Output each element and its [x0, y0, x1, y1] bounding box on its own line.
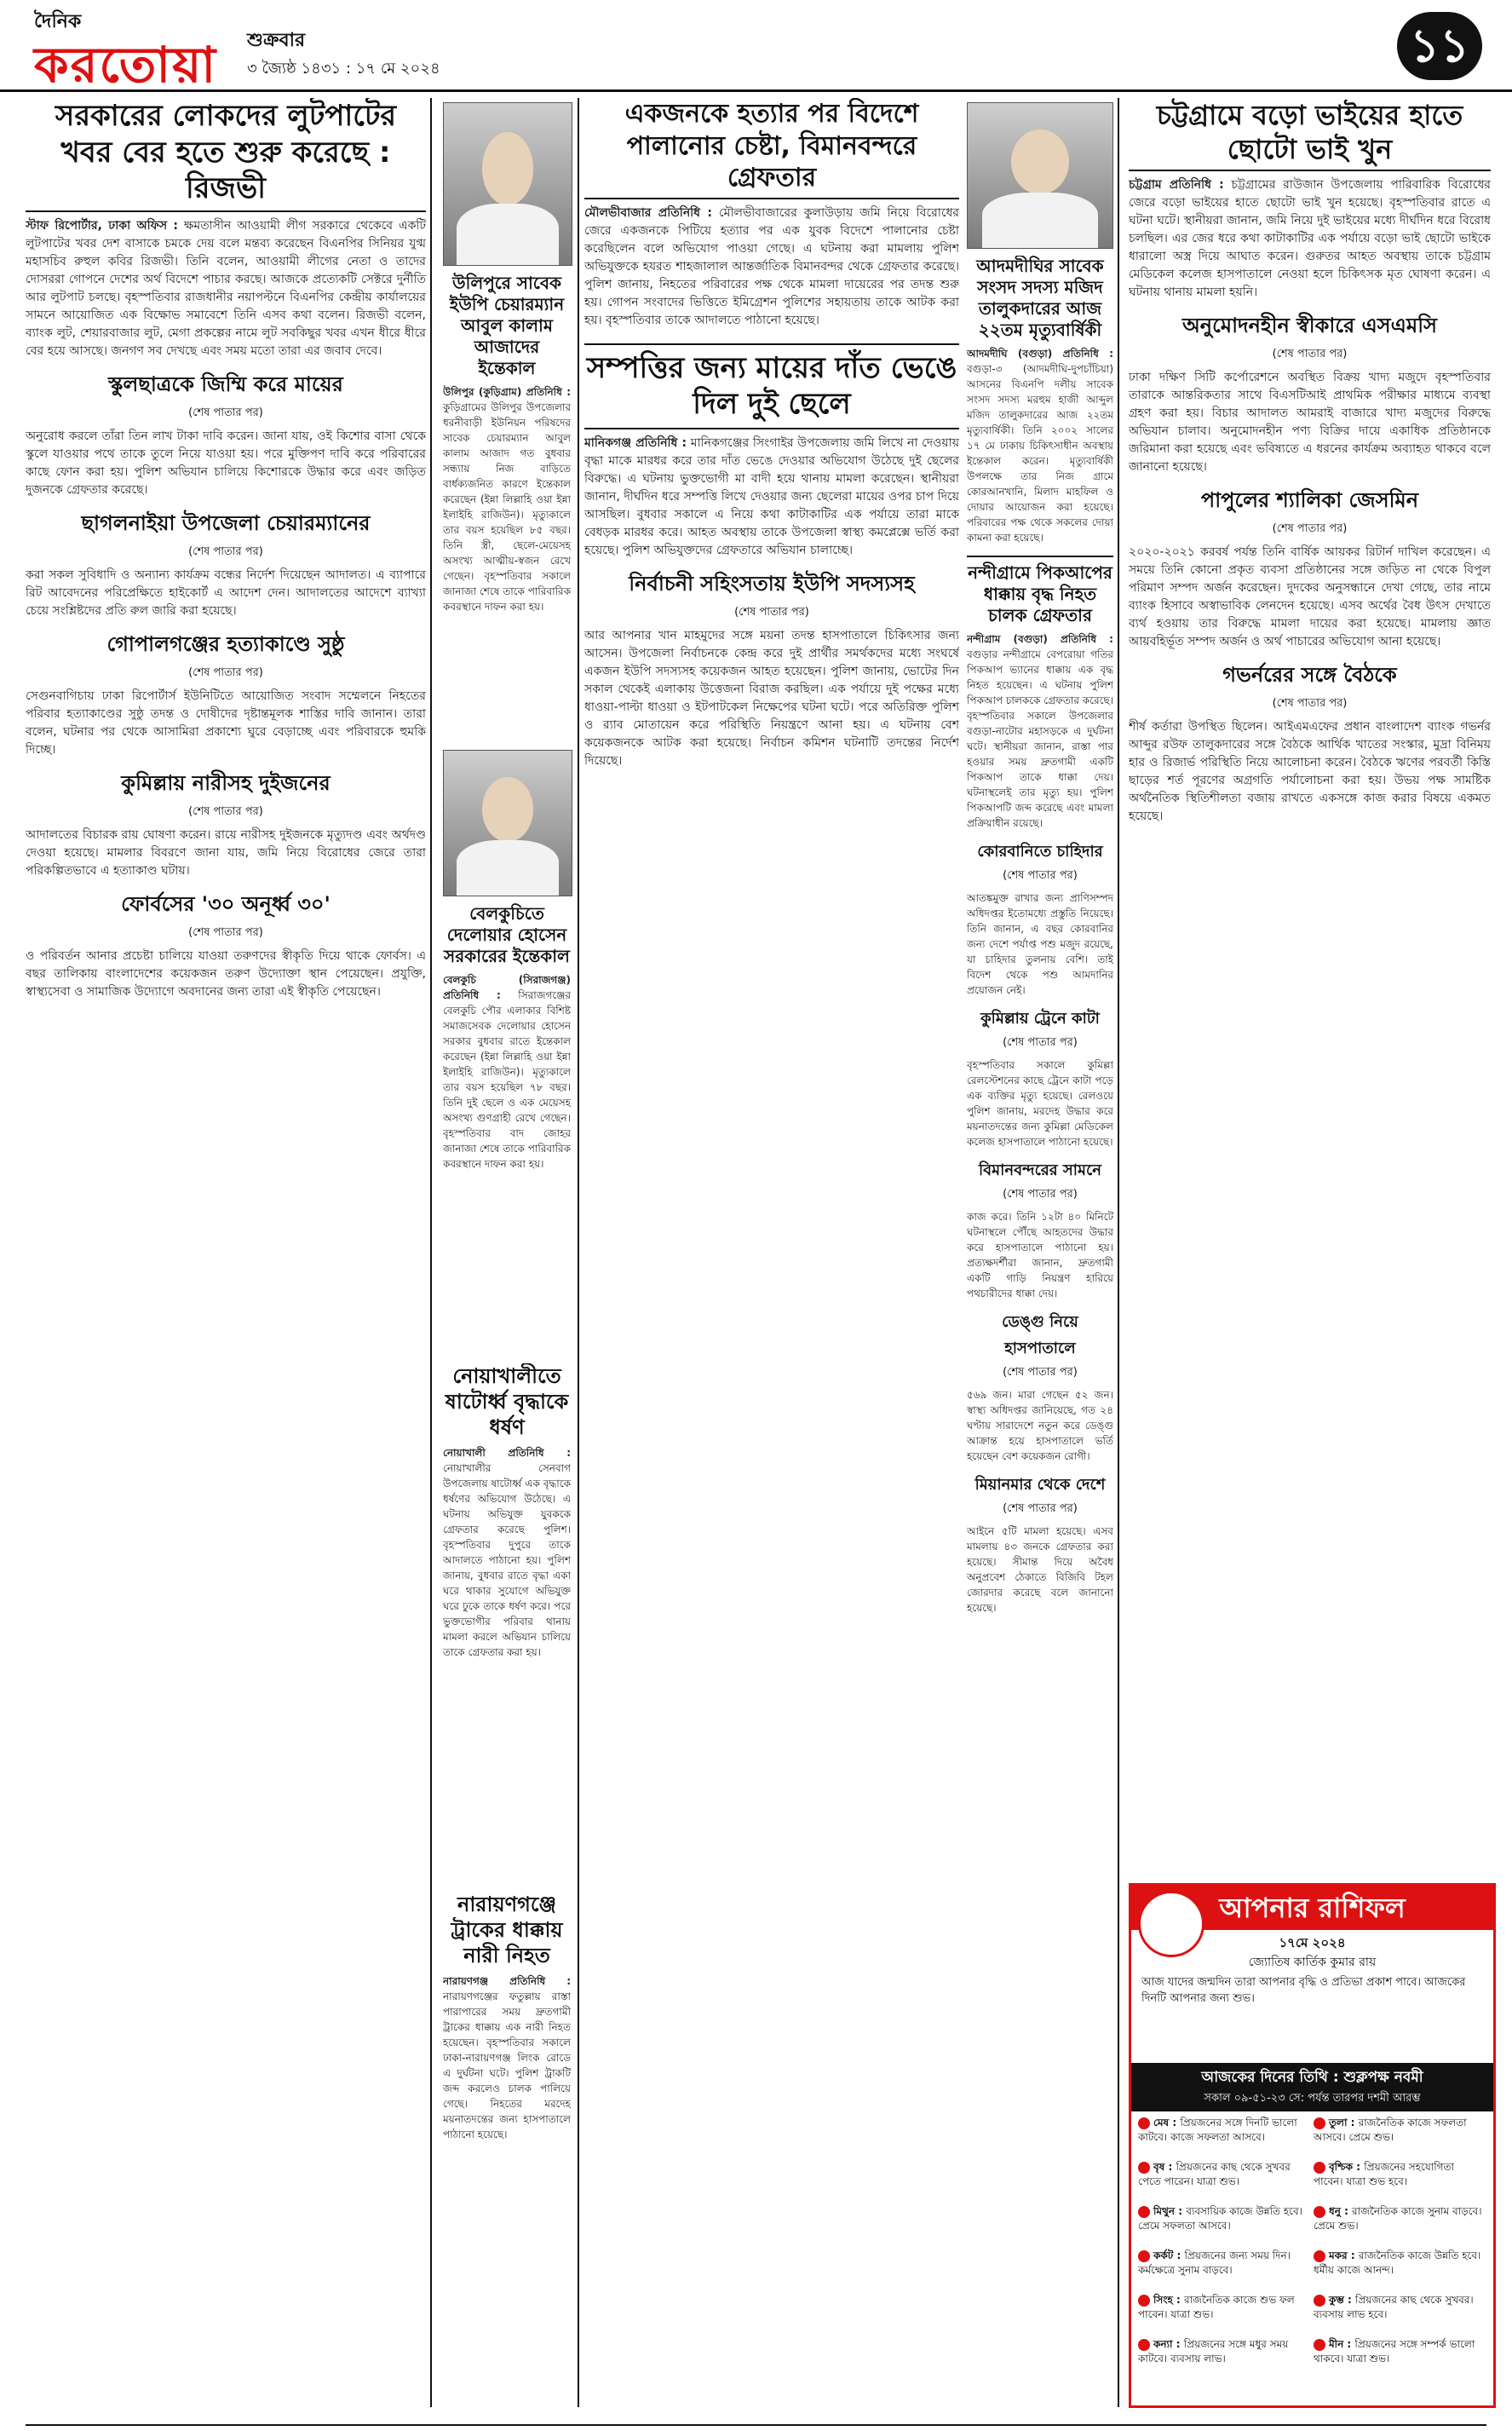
- zodiac-sign-icon: [1138, 2250, 1150, 2262]
- portrait-photo-ulipur: [443, 102, 572, 266]
- newspaper-logo: করতোয়া: [34, 36, 218, 94]
- right-column: [1129, 98, 1491, 1870]
- zodiac-sign-icon: [1138, 2295, 1150, 2307]
- headline-dengue: ডেঙ্গু নিয়ে হাসপাতালে: [1002, 1313, 1078, 1357]
- article-body: নোয়াখালীর সেনবাগ উপজেলায় ষাটোর্ধ্ব এক বৃদ্ধাকে ধর্ষণের অভিযোগ উঠেছে। এ ঘটনায় অভিযুক্ত যুবককে গ্রেফতার করেছে পুলিশ। বৃহস্পতিবার দুপুরে তাকে আদালতে পাঠানো হয়। পুলিশ জানায়, বুধবার রাতে বৃদ্ধা একা ঘরে থাকার সুযোগে অভিযুক্ত ঘরে ঢুকে তাকে ধর্ষণ করে। পরে ভুক্তভোগীর পরিবার থানায় মামলা করলে অভিযান চালিয়ে তাকে গ্রেফতার করা হয়।: [443, 1462, 571, 1658]
- article-body: ও পরিবর্তন আনার প্রচেষ্টা চালিয়ে যাওয়া তরুণদের স্বীকৃতি দিয়ে থাকে ফোর্বস। এ বছর তালিকায় বাংলাদেশের কয়েকজন তরুণ উদ্যোক্তা স্থান পেয়েছেন। প্রযুক্তি, স্বাস্থ্যসেবা ও সামাজিক উদ্যোগে অবদানের জন্য তারা এই স্বীকৃতি পেয়েছেন।: [26, 948, 426, 999]
- headline-ulipur: উলিপুরে সাবেক ইউপি চেয়ারম্যান আবুল কালাম আজাদের ইন্তেকাল: [449, 273, 565, 378]
- logo-prefix: দৈনিক: [34, 11, 82, 32]
- sign-name: তুলা :: [1329, 2117, 1359, 2129]
- horoscope-sign: [1314, 2160, 1484, 2189]
- continued-label: (শেষ পাতার পর): [1003, 869, 1078, 882]
- zodiac-sign-icon: [1138, 2206, 1150, 2218]
- headline-korbani: কোরবানিতে চাহিদার: [977, 843, 1103, 861]
- horoscope-sign: [1138, 2293, 1308, 2322]
- continued-label: (শেষ পাতার পর): [1003, 1366, 1078, 1379]
- article-body: সিরাজগঞ্জের বেলকুচি পৌর এলাকার বিশিষ্ট সমাজসেবক দেলোয়ার হোসেন সরকার বুধবার রাতে ইন্তেকাল করেছেন (ইন্না লিল্লাহি ওয়া ইন্না ইলাইহি রাজিউন)। মৃত্যুকালে তার বয়স হয়েছিল ৭৮ বছর। তিনি দুই ছেলে ও এক মেয়েসহ অসংখ্য গুণগ্রাহী রেখে গেছেন। বৃহস্পতিবার বাদ জোহর জানাজা শেষে তাকে পারিবারিক কবরস্থানে দাফন করা হয়।: [443, 989, 571, 1170]
- byline: মৌলভীবাজার প্রতিনিধি :: [584, 205, 713, 220]
- headline-election: নির্বাচনী সহিংসতায় ইউপি সদস্যসহ: [629, 571, 915, 596]
- zodiac-sign-icon: [1138, 2162, 1150, 2174]
- sign-name: ধনু :: [1329, 2205, 1353, 2217]
- article-ulipur: [443, 273, 571, 733]
- article-body: আতঙ্কমুক্ত রাখার জন্য প্রাণিসম্পদ অধিদপ্তর ইতোমধ্যে প্রস্তুতি নিয়েছে। তিনি জানান, এ বছর কোরবানির জন্য দেশে পর্যাপ্ত পশু মজুদ রয়েছে, যা চাহিদার তুলনায় বেশি। তাই বিদেশ থেকে পশু আমদানির প্রয়োজন নেই।: [967, 892, 1113, 996]
- sign-name: মীন :: [1329, 2338, 1355, 2350]
- zodiac-sign-icon: [1314, 2206, 1325, 2218]
- horoscope-sign: [1314, 2337, 1484, 2366]
- zodiac-sign-icon: [1138, 2339, 1150, 2351]
- page-number-badge: ১১: [1397, 12, 1482, 80]
- article-body: মানিকগঞ্জের সিংগাইর উপজেলায় জমি লিখে না দেওয়ায় বৃদ্ধা মাকে মারধর করে তার দাঁত ভেঙে দেওয়ার অভিযোগ উঠেছে দুই ছেলের বিরুদ্ধে। এ ঘটনায় ভুক্তভোগী মা বাদী হয়ে থানায় মামলা করেছেন। স্থানীয়রা জানান, দীর্ঘদিন ধরে সম্পত্তি লিখে দেওয়ার জন্য ছেলেরা মায়ের ওপর চাপ দিয়ে আসছিল। বুধবার সকালে এ নিয়ে কথা কাটাকাটির এক পর্যায়ে তারা মাকে বেধড়ক মারধর করে। আহত অবস্থায় তাকে উপজেলা স্বাস্থ্য কমপ্লেক্সে ভর্তি করা হয়েছে। পুলিশ অভিযুক্তদের গ্রেফতারে অভিযান চালাচ্ছে।: [584, 435, 959, 557]
- sign-name: সিংহ :: [1153, 2294, 1184, 2306]
- headline-governor: গভর্নরের সঙ্গে বৈঠকে: [1222, 663, 1397, 687]
- byline: মানিকগঞ্জ প্রতিনিধি :: [584, 435, 687, 450]
- sign-text: প্রিয়জনের সঙ্গে সম্পর্ক ভালো থাকবে। যাত্রা শুভ।: [1314, 2338, 1475, 2365]
- sign-text: রাজনৈতিক কাজে সুনাম বাড়বে। প্রেমে শুভ।: [1314, 2205, 1482, 2232]
- sign-text: রাজনৈতিক কাজে শুভ ফল পাবেন। যাত্রা শুভ।: [1138, 2294, 1295, 2320]
- headline-myanmar: মিয়ানমার থেকে দেশে: [974, 1476, 1106, 1494]
- article-body: ৫৬৯ জন। মারা গেছেন ৫২ জন। স্বাস্থ্য অধিদপ্তর জানিয়েছে, গত ২৪ ঘণ্টায় সারাদেশে নতুন করে ডেঙ্গু আক্রান্ত হয়ে হাসপাতালে ভর্তি হয়েছেন বেশ কয়েকজন রোগী।: [967, 1389, 1113, 1462]
- article-body: সেগুনবাগিচায় ঢাকা রিপোর্টার্স ইউনিটিতে আয়োজিত সংবাদ সম্মেলনে নিহতের পরিবার হত্যাকাণ্ডের সুষ্ঠু তদন্ত ও দোষীদের দৃষ্টান্তমূলক শাস্তির দাবি জানান। তারা বলেন, ঘটনার পর থেকে আসামিরা প্রকাশ্যে ঘুরে বেড়াচ্ছে এবং পরিবারকে হুমকি দিচ্ছে।: [26, 688, 426, 757]
- column-divider: [578, 98, 579, 2407]
- article-body: আর আপনার খান মাহমুদের সঙ্গে ময়না তদন্ত হাসপাতালে চিকিৎসার জন্য আসেন। উপজেলা নির্বাচনকে কেন্দ্র করে দুই প্রার্থীর সমর্থকদের মধ্যে সংঘর্ষে একজন ইউপি সদস্যসহ কয়েকজন আহত হয়েছেন। পুলিশ জানায়, ভোটের দিন সকাল থেকেই এলাকায় উত্তেজনা বিরাজ করছিল। এক পর্যায়ে দুই পক্ষের মধ্যে ধাওয়া-পাল্টা ধাওয়া ও ইটপাটকেল নিক্ষেপের ঘটনা ঘটে। পরে অতিরিক্ত পুলিশ ও র‌্যাব মোতায়েন করে পরিস্থিতি নিয়ন্ত্রণে আনা হয়। এ ঘটনায় বেশ কয়েকজনকে আটক করা হয়েছে। নির্বাচন কমিশন ঘটনাটি তদন্তের নির্দেশ দিয়েছে।: [584, 628, 959, 768]
- headline-murder: একজনকে হত্যার পর বিদেশে পালানোর চেষ্টা, বিমানবন্দরে গ্রেফতার: [624, 99, 919, 193]
- sign-name: বৃশ্চিক :: [1329, 2161, 1365, 2173]
- sign-name: মকর :: [1329, 2250, 1359, 2261]
- byline: নন্দীগ্রাম (বগুড়া) প্রতিনিধি :: [967, 633, 1113, 645]
- continued-label: (শেষ পাতার পর): [1272, 697, 1348, 710]
- continued-label: (শেষ পাতার পর): [1272, 522, 1348, 535]
- portrait-photo-belkuchi: [443, 750, 572, 896]
- article-body: চট্টগ্রামের রাউজান উপজেলায় পারিবারিক বিরোধের জেরে বড়ো ভাইয়ের হাতে ছোটো ভাই খুন হয়েছে। বৃহস্পতিবার রাতে এ ঘটনা ঘটে। স্থানীয়রা জানান, জমি নিয়ে দুই ভাইয়ের মধ্যে দীর্ঘদিন ধরে বিরোধ চলছিল। এর জের ধরে কথা কাটাকাটির এক পর্যায়ে বড়ো ভাই ছোটো ভাইকে ধারালো অস্ত্র দিয়ে আঘাত করেন। গুরুতর আহত অবস্থায় তাকে চট্টগ্রাম মেডিকেল কলেজ হাসপাতালে নেওয়া হলে চিকিৎসক মৃত ঘোষণা করেন। এ ঘটনায় থানায় মামলা হয়নি।: [1129, 178, 1491, 299]
- headline-kumillanari: কুমিল্লায় নারীসহ দুইজনের: [121, 770, 331, 795]
- bottom-rule: [26, 2424, 1486, 2426]
- sign-name: কন্যা :: [1153, 2338, 1184, 2350]
- sign-name: বৃষ :: [1153, 2161, 1176, 2173]
- article-body: বগুড়া-৩ (আদমদীঘি-দুপচাঁচিয়া) আসনের বিএনপি দলীয় সাবেক সংসদ সদস্য মরহুম হাজী আব্দুল মজিদ তালুকদারের আজ ২২তম মৃত্যুবার্ষিকী। তিনি ২০০২ সালের ১৭ মে ঢাকায় চিকিৎসাধীন অবস্থায় ইন্তেকাল করেন। মৃত্যুবার্ষিকী উপলক্ষে তার নিজ গ্রামে কোরআনখানি, মিলাদ মাহফিল ও দোয়ার আয়োজন করা হয়েছে। পরিবারের পক্ষ থেকে সকলের দোয়া কামনা করা হয়েছে।: [967, 363, 1113, 544]
- continued-label: (শেষ পাতার পর): [1003, 1188, 1078, 1201]
- sign-text: রাজনৈতিক কাজে উন্নতি হবে। ধর্মীয় কাজে আনন্দ।: [1314, 2250, 1481, 2276]
- tithi-title: আজকের দিনের তিথি : শুক্লপক্ষ নবমী: [1201, 2069, 1423, 2086]
- horoscope-sign: [1314, 2204, 1484, 2233]
- horoscope-sign: [1138, 2337, 1308, 2366]
- masthead: [0, 0, 1512, 92]
- article-body: নারায়ণগঞ্জের ফতুল্লায় রাস্তা পারাপারের সময় দ্রুতগামী ট্রাকের ধাক্কায় এক নারী নিহত হয়েছেন। বৃহস্পতিবার সকালে ঢাকা-নারায়ণগঞ্জ লিংক রোডে এ দুর্ঘটনা ঘটে। পুলিশ ট্রাকটি জব্দ করলেও চালক পালিয়ে গেছে। নিহতের মরদেহ ময়নাতদন্তের জন্য হাসপাতালে পাঠানো হয়েছে।: [443, 1990, 571, 2140]
- horoscope-intro: আজ যাদের জন্মদিন তারা আপনার বৃদ্ধি ও প্রতিভা প্রকাশ পাবে। আজকের দিনটি আপনার জন্য শুভ।: [1141, 1976, 1466, 2005]
- byline: স্টাফ রিপোর্টার, ঢাকা অফিস :: [26, 218, 179, 233]
- article-belkuchi: [443, 903, 571, 1346]
- article-body: কাজ করে। তিনি ১২টা ৪০ মিনিটে ঘটনাস্থলে পৌঁছে আহতদের উদ্ধার করে হাসপাতালে পাঠানো হয়। প্রত্যক্ষদর্শীরা জানান, দ্রুতগামী একটি গাড়ি নিয়ন্ত্রণ হারিয়ে পথচারীদের ধাক্কা দেয়।: [967, 1211, 1113, 1299]
- zodiac-sign-icon: [1314, 2117, 1325, 2129]
- continued-label: (শেষ পাতার পর): [188, 665, 263, 679]
- sign-text: প্রিয়জনের জন্য সময় দিন। কর্মক্ষেত্রে সুনাম বাড়বে।: [1138, 2250, 1291, 2276]
- horoscope-sign: [1138, 2204, 1308, 2233]
- article-narayanganj: [443, 1892, 571, 2403]
- zodiac-sign-icon: [1314, 2295, 1325, 2307]
- byline: বেলকুচি (সিরাজগঞ্জ) প্রতিনিধি :: [443, 974, 571, 1001]
- tithi-sub: সকাল ০৯-৫১-২৩ সে: পর্যন্ত তারপর দশমী আরম্ভ: [1204, 2092, 1421, 2105]
- continued-label: (শেষ পাতার পর): [188, 544, 263, 558]
- headline-anusmaran: অনুমোদনহীন স্বীকারে এসএমসি: [1182, 314, 1437, 337]
- headline-narayanganj: নারায়ণগঞ্জে ট্রাকের ধাক্কায় নারী নিহত: [451, 1892, 563, 1967]
- byline: নোয়াখালী প্রতিনিধি :: [443, 1447, 571, 1459]
- horoscope-sign: [1314, 2293, 1484, 2322]
- continued-label: (শেষ পাতার পর): [1003, 1502, 1078, 1515]
- sign-text: প্রিয়জনের সঙ্গে মধুর সময় কাটবে। ব্যবসায় লাভ।: [1138, 2338, 1289, 2365]
- sign-name: মিথুন :: [1153, 2205, 1187, 2217]
- headline-noakhali: নোয়াখালীতে ষাটোর্ধ্ব বৃদ্ধাকে ধর্ষণ: [445, 1364, 569, 1439]
- column-divider: [430, 98, 432, 2407]
- center-column: [584, 98, 959, 2416]
- article-noakhali: [443, 1363, 571, 1875]
- headline-papul: পাপুলের শ্যালিকা জেসমিন: [1200, 488, 1419, 512]
- article-body: আদালতের বিচারক রায় ঘোষণা করেন। রায়ে নারীসহ দুইজনকে মৃত্যুদণ্ড এবং অর্থদণ্ড দেওয়া হয়েছে। মামলার বিবরণে জানা যায়, জমি নিয়ে বিরোধের জেরে তারা পরিকল্পিতভাবে এ হত্যাকাণ্ড ঘটায়।: [26, 827, 426, 878]
- article-body: অনুরোধ করলে তাঁরা তিন লাখ টাকা দাবি করেন। জানা যায়, ওই কিশোর বাসা থেকে স্কুলে যাওয়ার পথে তাকে তুলে নিয়ে যাওয়া হয়। পরে মুক্তিপণ দাবি করে পরিবারের কাছে ফোন করা হয়। পুলিশ অভিযান চালিয়ে কিশোরকে উদ্ধার করে এবং জড়িত দুজনকে গ্রেফতার করেছে।: [26, 429, 426, 497]
- continued-label: (শেষ পাতার পর): [188, 406, 263, 419]
- article-body: বগুড়ার নন্দীগ্রামে বেপরোয়া গতির পিকআপ ভ্যানের ধাক্কায় এক বৃদ্ধ নিহত হয়েছেন। এ ঘটনায় পুলিশ পিকআপ চালককে গ্রেফতার করেছে। বৃহস্পতিবার সকালে উপজেলার বগুড়া-নাটোর মহাসড়কে এ দুর্ঘটনা ঘটে। স্থানীয়রা জানান, রাস্তা পার হওয়ার সময় দ্রুতগামী একটি পিকআপ তাকে ধাক্কা দেয়। ঘটনাস্থলেই তার মৃত্যু হয়। পুলিশ পিকআপটি জব্দ করেছে এবং মামলা প্রক্রিয়াধীন রয়েছে।: [967, 648, 1113, 829]
- zodiac-sign-icon: [1314, 2250, 1325, 2262]
- article-body: বৃহস্পতিবার সকালে কুমিল্লা রেলস্টেশনের কাছে ট্রেনে কাটা পড়ে এক ব্যক্তির মৃত্যু হয়েছে। রেলওয়ে পুলিশ জানায়, মরদেহ উদ্ধার করে ময়নাতদন্তের জন্য কুমিল্লা মেডিকেল কলেজ হাসপাতালে পাঠানো হয়েছে।: [967, 1059, 1113, 1148]
- headline-chhagalnaiya: ছাগলনাইয়া উপজেলা চেয়ারম্যানের: [81, 510, 371, 535]
- continued-label: (শেষ পাতার পর): [1003, 1036, 1078, 1049]
- article-body: মৌলভীবাজারের কুলাউড়ায় জমি নিয়ে বিরোধের জেরে একজনকে পিটিয়ে হত্যার পর এক যুবক বিদেশে পালানোর চেষ্টা করেছিলেন বলে অভিযোগ পাওয়া গেছে। এ ঘটনায় করা মামলায় পুলিশ অভিযুক্তকে হযরত শাহজালাল আন্তর্জাতিক বিমানবন্দর থেকে গ্রেফতার করেছে। পুলিশ জানায়, নিহতের পরিবারের পক্ষ থেকে মামলা দায়েরের পর তদন্ত শুরু হয়। গোপন সংবাদের ভিত্তিতে ইমিগ্রেশন পুলিশের সহায়তায় তাকে আটক করা হয়। বৃহস্পতিবার তাকে আদালতে পাঠানো হয়েছে।: [584, 205, 959, 327]
- headline-adamdighi: আদমদীঘির সাবেক সংসদ সদস্য মজিদ তালুকদারের আজ ২২তম মৃত্যুবার্ষিকী: [976, 256, 1104, 340]
- center-right-column: [967, 256, 1113, 2403]
- sign-text: রাজনৈতিক কাজে সফলতা আসবে। প্রেমে শুভ।: [1314, 2117, 1467, 2143]
- sign-text: প্রিয়জনের কাছ থেকে সুখবর। ব্যবসায় লাভ হবে।: [1314, 2294, 1474, 2320]
- headline-rizvi: সরকারের লোকদের লুটপাটের খবর বের হতে শুরু করেছে : রিজভী: [55, 99, 397, 205]
- horoscope-sign: [1314, 2249, 1484, 2278]
- headline-nandigram: নন্দীগ্রামে পিকআপের ধাক্কায় বৃদ্ধ নিহত চালক গ্রেফতার: [967, 556, 1113, 626]
- portrait-photo-adamdighi: [967, 102, 1113, 249]
- headline-airport: বিমানবন্দরের সামনে: [979, 1161, 1101, 1179]
- horoscope-box: [1129, 1883, 1496, 2408]
- horoscope-date: ১৭মে ২০২৪: [1279, 1935, 1346, 1950]
- left-column: [26, 98, 426, 2416]
- horoscope-sign: [1138, 2160, 1308, 2189]
- byline: উলিপুর (কুড়িগ্রাম) প্রতিনিধি :: [443, 386, 571, 398]
- horoscope-title: আপনার রাশিফল: [1131, 1886, 1493, 1930]
- article-body: কুড়িগ্রামের উলিপুর উপজেলার ধরনীবাড়ী ইউনিয়ন পরিষদের সাবেক চেয়ারম্যান আবুল কালাম আজাদ গত বুধবার সন্ধ্যায় নিজ বাড়িতে বার্ধক্যজনিত কারণে ইন্তেকাল করেছেন (ইন্না লিল্লাহি ওয়া ইন্না ইলাইহি রাজিউন)। মৃত্যুকালে তার বয়স হয়েছিল ৮৫ বছর। তিনি স্ত্রী, ছেলে-মেয়েসহ অসংখ্য আত্মীয়-স্বজন রেখে গেছেন। বৃহস্পতিবার সকালে জানাজা শেষে তাকে পারিবারিক কবরস্থানে দাফন করা হয়।: [443, 401, 571, 613]
- continued-label: (শেষ পাতার পর): [188, 925, 263, 939]
- horoscope-sign: [1138, 2116, 1308, 2145]
- column-divider: [1118, 98, 1119, 2407]
- article-body: ২০২০-২০২১ করবর্ষ পর্যন্ত তিনি বার্ষিক আয়কর রিটার্ন দাখিল করেছেন। এ সময়ে তিনি কোনো প্রকৃত ব্যবসা প্রতিষ্ঠানের সঙ্গে জড়িত না থেকে বিপুল পরিমাণ সম্পদ অর্জন করেছেন। দুদকের অনুসন্ধানে দেখা গেছে, তার নামে ব্যাংক হিসাবে অস্বাভাবিক লেনদেন হয়েছে। এসব অর্থের বৈধ উৎস দেখাতে ব্যর্থ হওয়ায় তার বিরুদ্ধে মামলা দায়ের করা হয়েছে। মামলায় জ্ঞাত আয়বহির্ভূত সম্পদ অর্জন ও অর্থ পাচারের অভিযোগ আনা হয়েছে।: [1129, 545, 1491, 648]
- headline-mother: সম্পত্তির জন্য মায়ের দাঁত ভেঙে দিল দুই ছেলে: [584, 343, 959, 429]
- sign-text: প্রিয়জনের কাছ থেকে সুখবর পেতে পারেন। যাত্রা শুভ।: [1138, 2161, 1291, 2187]
- byline: চট্টগ্রাম প্রতিনিধি :: [1129, 178, 1224, 192]
- article-rizvi: [26, 217, 426, 360]
- article-body: করা সকল সুবিধাদি ও অন্যান্য কার্যক্রম বন্ধের নির্দেশ দিয়েছেন আদালত। এ ব্যাপারে রিট আবেদনের পরিপ্রেক্ষিতে হাইকোর্ট এ আদেশ দেন। আদালতের আদেশে ব্যাখ্যা চেয়ে সংশ্লিষ্টদের প্রতি রুল জারি করা হয়েছে।: [26, 567, 426, 618]
- date-line: ৩ জ্যৈষ্ঠ ১৪৩১ : ১৭ মে ২০২৪: [247, 60, 440, 78]
- article-body: আইনে ৫টি মামলা হয়েছে। এসব মামলায় ৪৩ জনকে গ্রেফতার করা হয়েছে। সীমান্ত দিয়ে অবৈধ অনুপ্রবেশ ঠেকাতে বিজিবি টহল জোরদার করেছে বলে জানানো হয়েছে।: [967, 1525, 1113, 1614]
- day-label: শুক্রবার: [247, 30, 306, 51]
- sign-name: কুম্ভ :: [1329, 2294, 1356, 2306]
- sign-name: মেষ :: [1153, 2117, 1181, 2129]
- zodiac-sign-icon: [1314, 2339, 1325, 2351]
- continued-label: (শেষ পাতার পর): [1272, 348, 1348, 360]
- headline-forbes: ফোর্বসের '৩০ অনূর্ধ্ব ৩০': [121, 891, 331, 916]
- sign-text: প্রিয়জনের সঙ্গে দিনটি ভালো কাটবে। কাজে সফলতা আসবে।: [1138, 2117, 1297, 2143]
- horoscope-sign: [1138, 2249, 1308, 2278]
- byline: আদমদীঘি (বগুড়া) প্রতিনিধি :: [967, 348, 1113, 360]
- headline-kumillatrain: কুমিল্লায় ট্রেনে কাটা: [980, 1010, 1100, 1028]
- zodiac-sign-icon: [1138, 2117, 1150, 2129]
- horoscope-sign: [1314, 2116, 1484, 2145]
- byline: নারায়ণগঞ্জ প্রতিনিধি :: [443, 1975, 571, 1987]
- zodiac-sign-icon: [1314, 2162, 1325, 2174]
- headline-belkuchi: বেলকুচিতে দেলোয়ার হোসেন সরকারের ইন্তেকাল: [444, 903, 570, 966]
- headline-gopalganj: গোপালগঞ্জের হত্যাকাণ্ডে সুষ্ঠু: [106, 631, 345, 656]
- sign-text: প্রিয়জনের সহযোগিতা পাবেন। যাত্রা শুভ হবে।: [1314, 2161, 1455, 2187]
- headline-skulchhatri: স্কুলছাত্রকে জিম্মি করে মায়ের: [108, 372, 343, 396]
- horoscope-astrologer: জ্যোতিষ কার্তিক কুমার রায়: [1248, 1956, 1377, 1969]
- article-body: ঢাকা দক্ষিণ সিটি কর্পোরেশনে অবস্থিত বিক্রয় খাদ্য মজুদে বৃহস্পতিবার তারাকে আন্তরিকতার সাথে বিএসটিআই প্রাথমিক পরীক্ষার মাধ্যমে ব্যবস্থা গ্রহণ করা হয়। বিচার আদালত আমরাই বাজারে খাদ্য মজুদের বিরুদ্ধে অভিযান চালাব। অনুমোদনহীন পণ্য বিক্রির দায়ে একাধিক প্রতিষ্ঠানকে জরিমানা করা হয়েছে এবং ভবিষ্যতে এ ধরনের কার্যক্রম অব্যাহত থাকবে বলে জানানো হয়েছে।: [1129, 371, 1491, 474]
- article-body: শীর্ষ কর্তারা উপস্থিত ছিলেন। আইএমএফের প্রধান বাংলাদেশ ব্যাংক গভর্নর আব্দুর রউফ তালুকদারের সঙ্গে বৈঠকে আর্থিক খাতের সংস্কার, মুদ্রা বিনিময় হার ও রিজার্ভ পরিস্থিতি নিয়ে আলোচনা করেন। বৈঠকে ঋণের পরবর্তী কিস্তি ছাড়ের শর্ত পূরণের অগ্রগতি পর্যালোচনা করা হয়। উভয় পক্ষ সামষ্টিক অর্থনৈতিক স্থিতিশীলতা বজায় রাখতে একসঙ্গে কাজ করার বিষয়ে একমত হয়েছে।: [1129, 720, 1491, 823]
- sign-name: কর্কট :: [1153, 2250, 1185, 2261]
- headline-ctg: চট্টগ্রামে বড়ো ভাইয়ের হাতে ছোটো ভাই খুন: [1156, 99, 1463, 165]
- continued-label: (শেষ পাতার পর): [734, 605, 809, 619]
- continued-label: (শেষ পাতার পর): [188, 804, 263, 818]
- tithi-banner: [1131, 2063, 1493, 2111]
- sign-text: ব্যবসায়িক কাজে উন্নতি হবে। প্রেমে সফলতা আসবে।: [1138, 2205, 1302, 2232]
- article-body: ক্ষমতাসীন আওয়ামী লীগ সরকারে থেকেবে একটি লুটপাটের খবর দেশ বাসাকে চমকে দেয় বলে মন্তব্য করেছেন বিএনপির সিনিয়র যুগ্ম মহাসচিব রুহুল কবির রিজভী। তিনি বলেন, আওয়ামী লীগের নেতা ও তাদের দোসররা গোপনে দেশের অর্থ বিদেশে পাচার করছে। আজকে প্রত্যেকটি সেক্টরে দুর্নীতি আর লুটপাট চলছে। বৃহস্পতিবার রাজধানীর নয়াপল্টনে বিএনপির কেন্দ্রীয় কার্যালয়ের সামনে আয়োজিত এক বিক্ষোভ সমাবেশে তিনি এসব কথা বলেন। রিজভী বলেন, ব্যাংক লুট, শেয়ারবাজার লুট, মেগা প্রকল্পের নামে লুট সবকিছুর খবর এখন ধীরে ধীরে বের হয়ে আসছে। জনগণ সব দেখছে এবং সময় মতো তারা এর জবাব দেবে।: [26, 218, 426, 358]
